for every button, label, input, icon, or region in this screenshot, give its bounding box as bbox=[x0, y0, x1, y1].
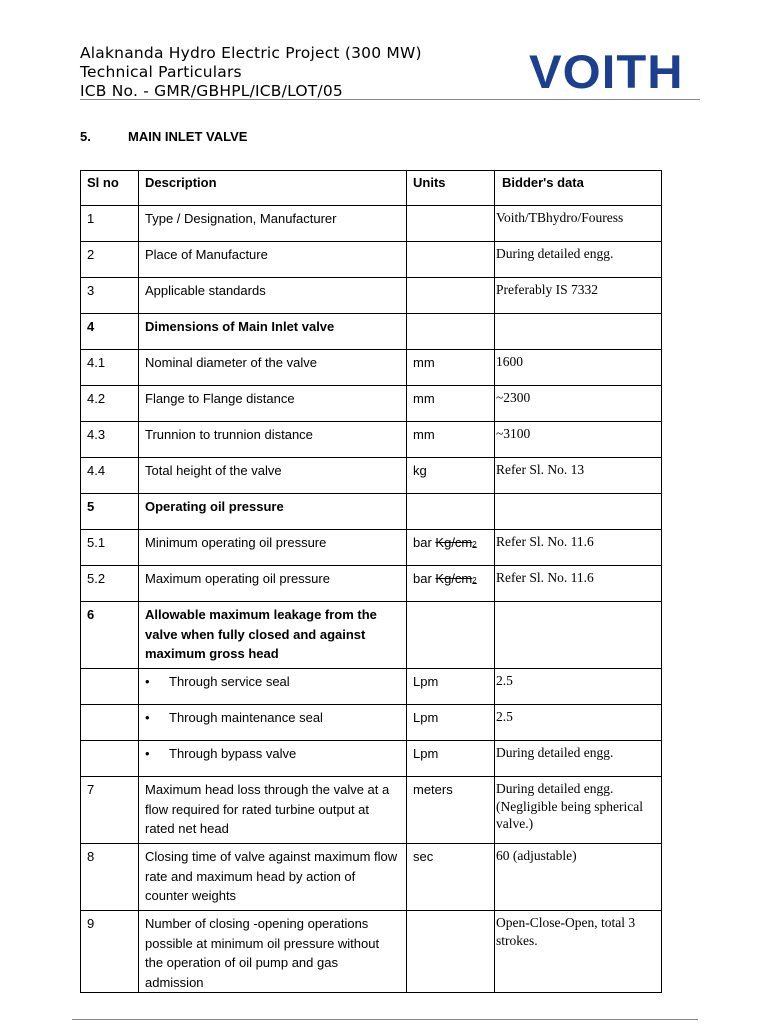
bidders-data-cell: ~3100 bbox=[495, 422, 662, 458]
description-cell: Minimum operating oil pressure bbox=[139, 530, 407, 566]
unit-struck-kg-cm2: Kg/cm2 bbox=[435, 535, 477, 550]
description-cell: Total height of the valve bbox=[139, 458, 407, 494]
sl-cell: 4 bbox=[81, 314, 139, 350]
bidders-data-cell: ~2300 bbox=[495, 386, 662, 422]
units-cell bbox=[407, 206, 495, 242]
bidders-data-cell: Refer Sl. No. 11.6 bbox=[495, 530, 662, 566]
bidders-data-cell: 2.5 bbox=[495, 705, 662, 741]
table-row bbox=[81, 566, 662, 602]
units-cell: sec bbox=[407, 844, 495, 911]
bidders-data-cell: Open-Close-Open, total 3 strokes. bbox=[495, 911, 662, 993]
description-cell: • Through maintenance seal bbox=[139, 705, 407, 741]
sl-cell: 5.2 bbox=[81, 566, 139, 602]
bullet-icon: • bbox=[145, 710, 150, 725]
units-cell bbox=[407, 566, 495, 602]
table-row bbox=[81, 844, 662, 911]
column-header-units: Units bbox=[407, 171, 495, 206]
section-heading bbox=[80, 129, 247, 144]
description-cell: Allowable maximum leakage from the valve when fully closed and against maximum gross head bbox=[139, 602, 407, 669]
bullet-icon: • bbox=[145, 674, 150, 689]
document-subtitle: Technical Particulars bbox=[80, 63, 242, 81]
unit-bar: bar bbox=[413, 535, 432, 550]
table-row bbox=[81, 741, 662, 777]
units-cell: mm bbox=[407, 386, 495, 422]
bidders-data-cell: During detailed engg. (Negligible being spherical valve.) bbox=[495, 777, 662, 844]
bidders-data-cell: Voith/TBhydro/Fouress bbox=[495, 206, 662, 242]
bidders-data-cell: Refer Sl. No. 11.6 bbox=[495, 566, 662, 602]
bidders-data-cell: Refer Sl. No. 13 bbox=[495, 458, 662, 494]
table-row bbox=[81, 422, 662, 458]
table-row bbox=[81, 530, 662, 566]
bidders-data-cell: 60 (adjustable) bbox=[495, 844, 662, 911]
bidders-data-cell bbox=[495, 314, 662, 350]
sl-cell: 3 bbox=[81, 278, 139, 314]
bidders-data-cell: During detailed engg. bbox=[495, 242, 662, 278]
description-cell: Closing time of valve against maximum flow rate and maximum head by action of counter weights bbox=[139, 844, 407, 911]
description-cell: Place of Manufacture bbox=[139, 242, 407, 278]
table-row bbox=[81, 206, 662, 242]
description-cell: Type / Designation, Manufacturer bbox=[139, 206, 407, 242]
sl-cell bbox=[81, 669, 139, 705]
sl-cell: 9 bbox=[81, 911, 139, 993]
units-cell: mm bbox=[407, 422, 495, 458]
table-row bbox=[81, 669, 662, 705]
voith-logo: VOITH bbox=[529, 45, 684, 98]
column-header-bidders-data: Bidder's data bbox=[495, 171, 662, 206]
sl-cell: 4.2 bbox=[81, 386, 139, 422]
project-title: Alaknanda Hydro Electric Project (300 MW) bbox=[80, 44, 422, 62]
unit-bar: bar bbox=[413, 571, 432, 586]
sl-cell: 5 bbox=[81, 494, 139, 530]
units-cell: Lpm bbox=[407, 741, 495, 777]
icb-number: ICB No. - GMR/GBHPL/ICB/LOT/05 bbox=[80, 82, 343, 100]
description-cell: Nominal diameter of the valve bbox=[139, 350, 407, 386]
description-cell: Applicable standards bbox=[139, 278, 407, 314]
units-cell: mm bbox=[407, 350, 495, 386]
description-cell: • Through bypass valve bbox=[139, 741, 407, 777]
column-header-sl-no: Sl no bbox=[81, 171, 139, 206]
sl-cell: 2 bbox=[81, 242, 139, 278]
bidders-data-cell: Preferably IS 7332 bbox=[495, 278, 662, 314]
description-cell: Number of closing -opening operations possible at minimum oil pressure without the operation of oil pump and gas admission bbox=[139, 911, 407, 993]
bidders-data-cell: 2.5 bbox=[495, 669, 662, 705]
sl-cell: 4.4 bbox=[81, 458, 139, 494]
table-row bbox=[81, 278, 662, 314]
bidders-data-cell: During detailed engg. bbox=[495, 741, 662, 777]
units-cell bbox=[407, 602, 495, 669]
unit-struck-kg-cm2: Kg/cm2 bbox=[435, 571, 477, 586]
header-divider bbox=[80, 99, 700, 100]
description-cell: Operating oil pressure bbox=[139, 494, 407, 530]
units-cell: kg bbox=[407, 458, 495, 494]
units-cell: meters bbox=[407, 777, 495, 844]
units-cell: Lpm bbox=[407, 669, 495, 705]
sl-cell bbox=[81, 705, 139, 741]
description-cell: Maximum head loss through the valve at a flow required for rated turbine output at rated net head bbox=[139, 777, 407, 844]
section-title: MAIN INLET VALVE bbox=[128, 129, 248, 144]
sl-cell: 8 bbox=[81, 844, 139, 911]
sl-cell: 4.3 bbox=[81, 422, 139, 458]
table-header-row bbox=[81, 171, 662, 206]
footer-divider bbox=[72, 1019, 698, 1020]
sl-cell: 1 bbox=[81, 206, 139, 242]
table-row bbox=[81, 386, 662, 422]
table-row-heading bbox=[81, 314, 662, 350]
sl-cell: 4.1 bbox=[81, 350, 139, 386]
units-cell bbox=[407, 911, 495, 993]
technical-particulars-table bbox=[80, 170, 662, 993]
sl-cell: 6 bbox=[81, 602, 139, 669]
table-row-heading bbox=[81, 602, 662, 669]
section-number: 5. bbox=[80, 129, 91, 144]
sl-cell: 7 bbox=[81, 777, 139, 844]
units-cell bbox=[407, 494, 495, 530]
bidders-data-cell bbox=[495, 602, 662, 669]
description-cell: Maximum operating oil pressure bbox=[139, 566, 407, 602]
units-cell bbox=[407, 530, 495, 566]
table-row bbox=[81, 242, 662, 278]
units-cell bbox=[407, 242, 495, 278]
units-cell: Lpm bbox=[407, 705, 495, 741]
description-cell: • Through service seal bbox=[139, 669, 407, 705]
bidders-data-cell: 1600 bbox=[495, 350, 662, 386]
bullet-icon: • bbox=[145, 746, 150, 761]
table-row-heading bbox=[81, 494, 662, 530]
description-cell: Flange to Flange distance bbox=[139, 386, 407, 422]
table-row bbox=[81, 458, 662, 494]
table-row bbox=[81, 777, 662, 844]
column-header-description: Description bbox=[139, 171, 407, 206]
table-row bbox=[81, 705, 662, 741]
table-row bbox=[81, 350, 662, 386]
units-cell bbox=[407, 278, 495, 314]
bidders-data-cell bbox=[495, 494, 662, 530]
table-row bbox=[81, 911, 662, 993]
description-cell: Dimensions of Main Inlet valve bbox=[139, 314, 407, 350]
description-cell: Trunnion to trunnion distance bbox=[139, 422, 407, 458]
units-cell bbox=[407, 314, 495, 350]
sl-cell: 5.1 bbox=[81, 530, 139, 566]
sl-cell bbox=[81, 741, 139, 777]
